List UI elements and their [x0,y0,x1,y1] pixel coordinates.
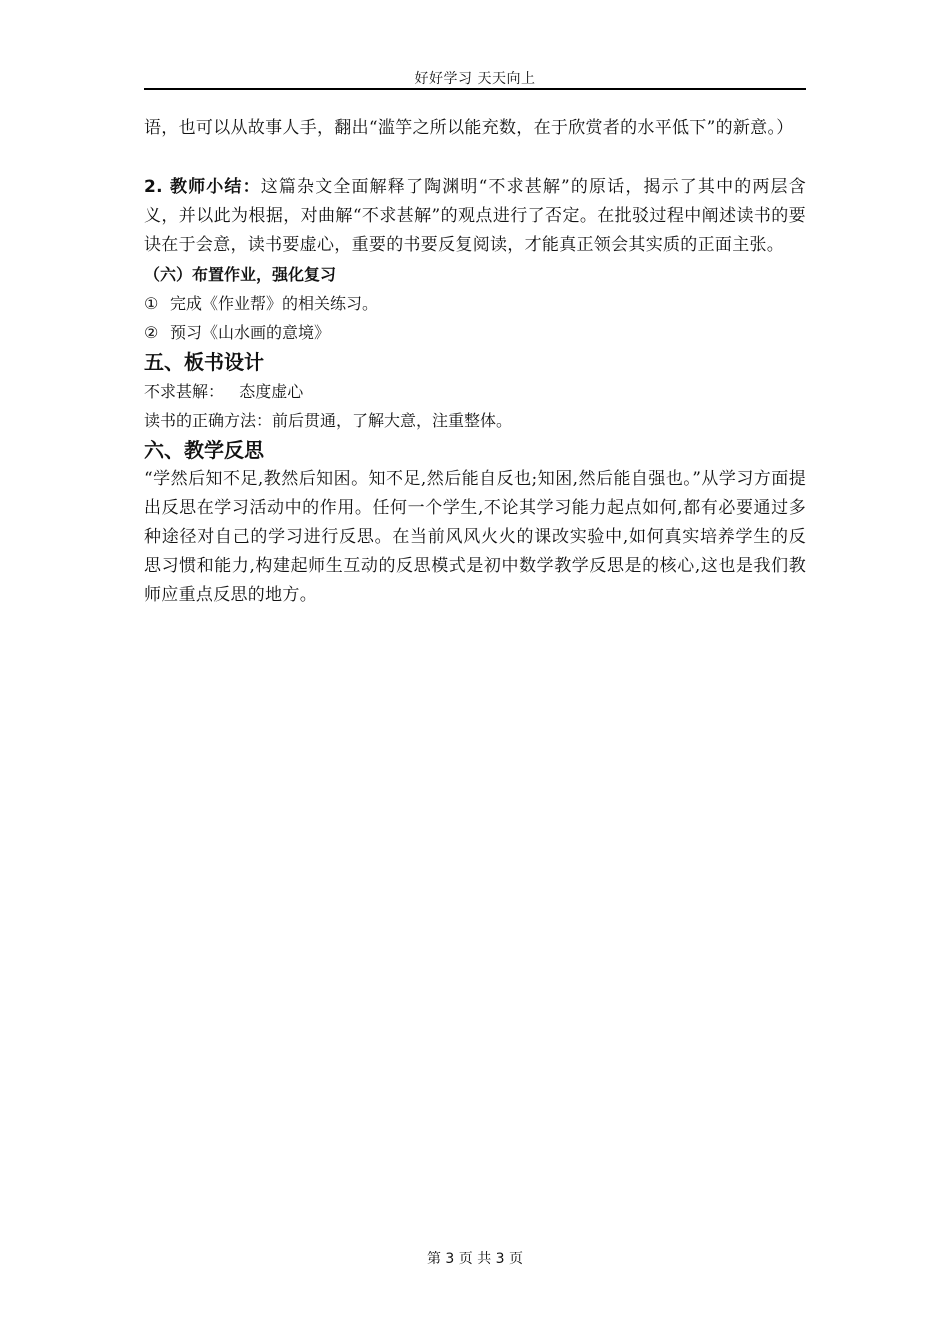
teacher-summary-paragraph [144,173,806,260]
teaching-reflection-heading: 六、教学反思 [144,438,264,462]
homework-item-text: 预习《山水画的意境》 [170,323,331,342]
paragraph-spacer [144,143,806,173]
teacher-summary-label: 2. 教师小结： [144,177,261,197]
homework-item-number: ① [144,294,159,313]
board-design-heading: 五、板书设计 [144,350,264,374]
document-body [144,114,806,610]
homework-item-text: 完成《作业帮》的相关练习。 [170,294,379,313]
board-line: 读书的正确方法：前后贯通，了解大意，注重整体。 [144,411,513,430]
page-header: 好好学习 天天向上 [414,71,536,87]
teaching-reflection-paragraph: “学然后知不足,教然后知困。知不足,然后能自反也;知困,然后能自强也。”从学习方面提出反思在学习活动中的作用。任何一个学生,不论其学习能力起点如何,都有必要通过多种途径对自己的学习进行反思。在当前风风火火的课改实验中,如何真实培养学生的反思习惯和能力,构建起师生互动的反思模式是初中数学教学反思是的核心,这也是我们教师应重点反思的地方。 [144,469,806,605]
teacher-summary-text: 这篇杂文全面解释了陶渊明“不求甚解”的原话，揭示了其中的两层含义，并以此为根据，对曲解“不求甚解”的观点进行了否定。在批驳过程中阐述读书的要诀在于会意，读书要虚心，重要的书要反复阅读，才能真正领会其实质的正面主张。 [144,177,807,255]
page-footer: 第 3 页 共 3 页 [426,1251,524,1267]
homework-item [144,289,806,318]
header-divider [144,88,806,90]
intro-paragraph: 语，也可以从故事人手，翻出“滥竽之所以能充数，在于欣赏者的水平低下”的新意。） [144,118,794,138]
homework-heading: （六）布置作业，强化复习 [144,265,337,284]
homework-item-number: ② [144,323,159,342]
homework-item [144,318,806,347]
board-line: 不求甚解： 态度虚心 [144,382,304,401]
